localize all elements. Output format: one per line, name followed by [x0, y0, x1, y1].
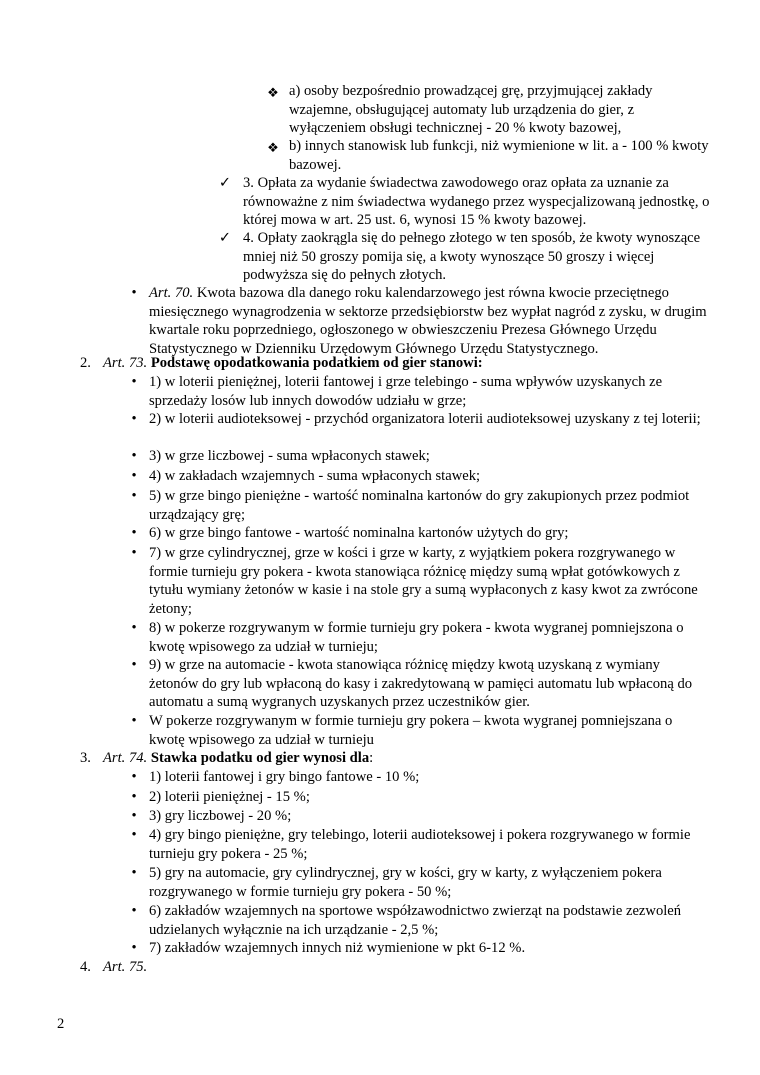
- list-item: 6) zakładów wzajemnych na sportowe współzawodnictwo zwierząt na podstawie zezwoleń udzielanych wyłącznie na ich urządzanie - 2,5 %;: [149, 903, 682, 938]
- list-item: 4) gry bingo pieniężne, gry telebingo, loterii audioteksowej i pokera rozgrywanego w formie turnieju gry pokera - 25 %;: [149, 827, 691, 862]
- bullet-icon: •: [131, 713, 137, 729]
- section-number: 2.: [80, 355, 91, 371]
- bullet-icon: •: [131, 808, 137, 824]
- list-item: 7) zakładów wzajemnych innych niż wymienione w pkt 6-12 %.: [149, 940, 526, 956]
- list-item: 7) w grze cylindrycznej, grze w kości i grze w karty, z wyjątkiem pokera rozgrywanego w formie turnieju gry pokera - kwota stanowiąca różnicę między sumą wpłat gotówkowych z tytułu wymiany żetonów w kasie i na stole gry a sumą wypłaconych z kasy kwot za zwrócone żetony;: [149, 545, 698, 617]
- bullet-icon: •: [131, 545, 137, 561]
- page-number: 2: [57, 1016, 65, 1032]
- list-item-b: b) innych stanowisk lub funkcji, niż wymienione w lit. a - 100 % kwoty bazowej.: [289, 138, 709, 173]
- bullet-icon: •: [131, 374, 137, 390]
- list-item: 2) w loterii audioteksowej - przychód organizatora loterii audioteksowej uzyskany z tej loterii;: [149, 411, 701, 427]
- bullet-icon: •: [131, 525, 137, 541]
- bullet-icon: •: [131, 903, 137, 919]
- bullet-icon: •: [131, 620, 137, 636]
- section3-colon: :: [369, 750, 374, 766]
- list-item-3: 3. Opłata za wydanie świadectwa zawodowego oraz opłata za uznanie za równoważne z nim świadectwa wydanego przez wyspecjalizowaną jednostkę, o której mowa w art. 25 ust. 6, wynosi 15 % kwoty bazowej.: [243, 175, 710, 229]
- list-item-a: a) osoby bezpośrednio prowadzącej grę, przyjmującej zakłady wzajemne, obsługującej automaty lub urządzenia do gier, z wyłączeniem obsługi technicznej - 20 % kwoty bazowej,: [289, 83, 653, 137]
- list-item: 9) w grze na automacie - kwota stanowiąca różnicę między kwotą uzyskaną z wymiany żetonów do gry lub wpłaconą do kasy i zakredytowaną w pamięci automatu lub wpłaconą do automatu a sumą wygranych uzyskanych przez uczestników gier.: [149, 657, 693, 711]
- bullet-icon: •: [131, 940, 137, 956]
- list-item: 2) loterii pieniężnej - 15 %;: [149, 789, 310, 805]
- bullet-icon: •: [131, 657, 137, 673]
- art70-ref: Art. 70.: [149, 285, 194, 301]
- checkmark-bullet-icon: ✓: [218, 175, 232, 191]
- section2-heading: Podstawę opodatkowania podatkiem od gier stanowi:: [150, 355, 483, 371]
- bullet-icon: •: [131, 865, 137, 881]
- section3-heading: Stawka podatku od gier wynosi dla: [150, 750, 370, 766]
- list-item: 1) w loterii pieniężnej, loterii fantowej i grze telebingo - suma wpływów uzyskanych ze sprzedaży losów lub innych dowodów udziału w grze;: [149, 374, 663, 409]
- section2-heading-line: [103, 354, 713, 373]
- bullet-icon: •: [131, 468, 137, 484]
- list-item: 6) w grze bingo fantowe - wartość nominalna kartonów użytych do gry;: [149, 525, 569, 541]
- bullet-icon: •: [131, 488, 137, 504]
- list-item: 5) w grze bingo pieniężne - wartość nominalna kartonów do gry zakupionych przez podmiot urządzający grę;: [149, 488, 690, 523]
- art70-text: Kwota bazowa dla danego roku kalendarzowego jest równa kwocie przeciętnego miesięcznego wynagrodzenia w sektorze przedsiębiorstw bez wypłat nagród z zysku, w drugim kwartale roku poprzedniego, ogłoszonego w obwieszczeniu Prezesa Głównego Urzędu Statystycznego w Dzienniku Urzędowym Głównego Urzędu Statystycznego.: [149, 285, 707, 357]
- diamond-bullet-icon: ❖: [267, 85, 279, 100]
- section-number: 4.: [80, 959, 91, 975]
- bullet-icon: •: [131, 285, 137, 301]
- checkmark-bullet-icon: ✓: [218, 230, 232, 246]
- bullet-icon: •: [131, 411, 137, 427]
- list-item: 3) w grze liczbowej - suma wpłaconych stawek;: [149, 448, 430, 464]
- bullet-icon: •: [131, 769, 137, 785]
- list-item: W pokerze rozgrywanym w formie turnieju gry pokera – kwota wygranej pomniejszana o kwotę wpisowego za udział w turnieju: [149, 713, 673, 748]
- section3-ref: Art. 74.: [103, 750, 148, 766]
- list-item: 3) gry liczbowej - 20 %;: [149, 808, 292, 824]
- list-item: 1) loterii fantowej i gry bingo fantowe - 10 %;: [149, 769, 420, 785]
- bullet-icon: •: [131, 827, 137, 843]
- list-item: 4) w zakładach wzajemnych - suma wpłaconych stawek;: [149, 468, 481, 484]
- list-item: 5) gry na automacie, gry cylindrycznej, gry w kości, gry w karty, z wyłączeniem pokera rozgrywanego w formie turnieju gry pokera - 50 %;: [149, 865, 662, 900]
- bullet-icon: •: [131, 448, 137, 464]
- list-item: 8) w pokerze rozgrywanym w formie turnieju gry pokera - kwota wygranej pomniejszona o kwotę wpisowego za udział w turnieju;: [149, 620, 684, 655]
- section4-heading-line: [103, 958, 713, 977]
- section4-ref: Art. 75.: [103, 959, 148, 975]
- bullet-icon: •: [131, 789, 137, 805]
- art70-paragraph: [149, 284, 709, 358]
- section3-heading-line: [103, 749, 713, 768]
- diamond-bullet-icon: ❖: [267, 140, 279, 155]
- list-item-4: 4. Opłaty zaokrągla się do pełnego złotego w ten sposób, że kwoty wynoszące mniej niż 50 groszy pomija się, a kwoty wynoszące 50 groszy i więcej podwyższa się do pełnych złotych.: [243, 230, 701, 284]
- section2-ref: Art. 73.: [103, 355, 148, 371]
- section-number: 3.: [80, 750, 91, 766]
